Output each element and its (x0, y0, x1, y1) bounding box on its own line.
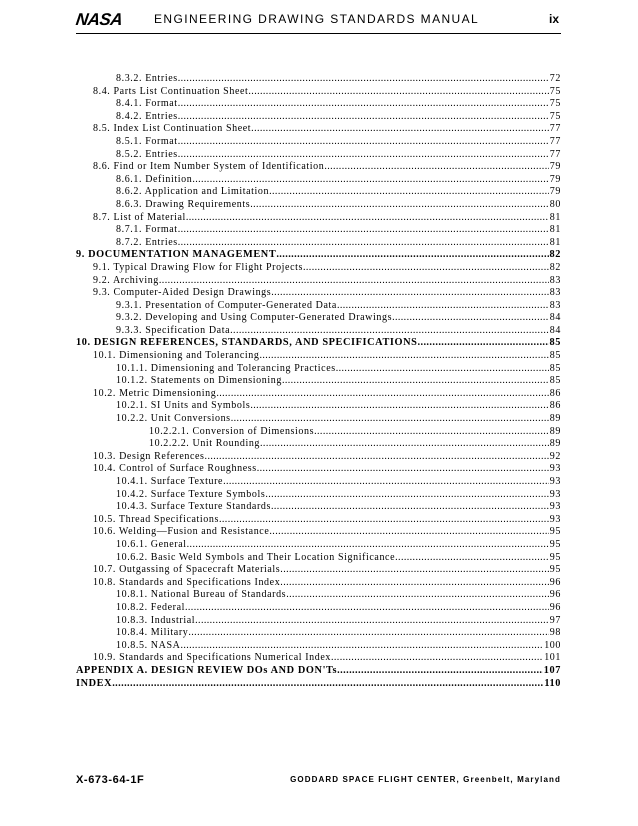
toc-entry-title: 9.2. Archiving (93, 274, 159, 286)
toc-entry-title: 10.4.3. Surface Texture Standards (116, 501, 271, 513)
toc-leader-dots (195, 615, 549, 626)
page-number: ix (548, 12, 559, 26)
toc-entry[interactable] (76, 186, 561, 199)
toc-entry-title: 8.6.1. Definition (116, 173, 193, 185)
toc-entry-title: 8.5.2. Entries (116, 148, 178, 160)
toc-entry[interactable] (76, 363, 561, 376)
toc-entry-title: 10.1.1. Dimensioning and Tolerancing Practices (116, 362, 336, 374)
toc-leader-dots (336, 363, 549, 374)
toc-leader-dots (186, 212, 549, 223)
page-footer (76, 774, 561, 790)
toc-entry-title: 8.5.1. Format (116, 135, 178, 147)
toc-leader-dots (187, 539, 549, 550)
toc-entry-title: 10.8.3. Industrial (116, 614, 196, 626)
toc-entry-title: 10.8.2. Federal (116, 601, 185, 613)
toc-entry-title: 8.5. Index List Continuation Sheet (93, 123, 252, 135)
toc-entry-page: 81 (549, 211, 561, 223)
toc-entry-page: 82 (549, 261, 561, 273)
toc-entry-page: 93 (549, 463, 561, 475)
toc-leader-dots (159, 275, 549, 286)
toc-entry-page: 89 (549, 413, 561, 425)
toc-entry[interactable] (76, 552, 561, 565)
toc-entry-title: 10. DESIGN REFERENCES, STANDARDS, AND SPECIFICATIONS (76, 337, 418, 349)
toc-entry-title: 10.1.2. Statements on Dimensioning (116, 375, 282, 387)
toc-leader-dots (178, 98, 549, 109)
toc-entry[interactable] (76, 287, 561, 300)
toc-leader-dots (418, 337, 549, 348)
toc-entry-page: 81 (549, 224, 561, 236)
toc-entry-title: 9.1. Typical Drawing Flow for Flight Projects (93, 261, 303, 273)
toc-entry[interactable] (76, 237, 561, 250)
toc-entry-title: 8.4.2. Entries (116, 110, 178, 122)
toc-leader-dots (269, 526, 548, 537)
toc-entry-page: 96 (549, 576, 561, 588)
toc-entry[interactable] (76, 249, 561, 262)
toc-leader-dots (282, 375, 549, 386)
toc-entry-page: 75 (549, 98, 561, 110)
toc-entry-page: 75 (549, 85, 561, 97)
toc-leader-dots (178, 136, 549, 147)
toc-leader-dots (257, 463, 549, 474)
toc-entry-page: 92 (549, 450, 561, 462)
toc-entry[interactable] (76, 577, 561, 590)
toc-entry-title: INDEX (76, 677, 113, 689)
toc-entry-page: 85 (549, 337, 561, 349)
toc-entry-title: 10.5. Thread Specifications (93, 513, 219, 525)
toc-entry-title: 8.4.1. Format (116, 98, 178, 110)
toc-entry-title: 9.3.1. Presentation of Computer-Generated Data (116, 299, 337, 311)
toc-entry-title: 9. DOCUMENTATION MANAGEMENT (76, 249, 277, 261)
toc-entry[interactable] (76, 627, 561, 640)
toc-entry-page: 98 (549, 627, 561, 639)
toc-entry[interactable] (76, 665, 561, 678)
toc-leader-dots (271, 287, 549, 298)
toc-entry[interactable] (76, 413, 561, 426)
toc-leader-dots (269, 186, 549, 197)
toc-entry-page: 85 (549, 375, 561, 387)
toc-leader-dots (231, 413, 549, 424)
toc-leader-dots (230, 325, 549, 336)
toc-leader-dots (260, 438, 549, 449)
toc-entry[interactable] (76, 640, 561, 653)
toc-leader-dots (324, 161, 548, 172)
toc-entry[interactable] (76, 602, 561, 615)
toc-leader-dots (185, 602, 549, 613)
toc-entry[interactable] (76, 73, 561, 86)
toc-entry-page: 100 (544, 639, 561, 651)
toc-leader-dots (271, 501, 549, 512)
toc-entry-title: 10.2.2.2. Unit Rounding (149, 438, 261, 450)
toc-leader-dots (331, 652, 543, 663)
toc-entry-title: 10.2. Metric Dimensioning (93, 387, 217, 399)
toc-entry[interactable] (76, 400, 561, 413)
table-of-contents (76, 73, 561, 690)
toc-entry-title: 10.2.2. Unit Conversions (116, 413, 231, 425)
toc-entry[interactable] (76, 161, 561, 174)
toc-entry[interactable] (76, 375, 561, 388)
toc-entry-title: 9.3.3. Specification Data (116, 324, 231, 336)
toc-entry-title: 10.8. Standards and Specifications Index (93, 576, 281, 588)
toc-entry[interactable] (76, 539, 561, 552)
toc-entry[interactable] (76, 123, 561, 136)
toc-leader-dots (205, 451, 549, 462)
toc-entry[interactable] (76, 426, 561, 439)
toc-entry-page: 77 (549, 123, 561, 135)
page-header (76, 10, 561, 32)
manual-title: ENGINEERING DRAWING STANDARDS MANUAL (154, 12, 480, 26)
toc-leader-dots (216, 388, 548, 399)
toc-entry[interactable] (76, 526, 561, 539)
toc-entry-page: 96 (549, 589, 561, 601)
toc-entry-page: 101 (544, 652, 561, 664)
toc-leader-dots (223, 476, 549, 487)
toc-entry[interactable] (76, 174, 561, 187)
toc-entry-page: 96 (549, 601, 561, 613)
toc-entry[interactable] (76, 564, 561, 577)
toc-leader-dots (219, 514, 549, 525)
toc-entry-page: 84 (549, 324, 561, 336)
toc-entry-title: 8.6.3. Drawing Requirements (116, 198, 251, 210)
organization-name: GODDARD SPACE FLIGHT CENTER, Greenbelt, Maryland (290, 775, 561, 784)
toc-entry[interactable] (76, 98, 561, 111)
toc-entry-title: 10.3. Design References (93, 450, 205, 462)
toc-entry-page: 75 (549, 110, 561, 122)
toc-entry-page: 95 (549, 538, 561, 550)
toc-entry-page: 93 (549, 501, 561, 513)
toc-entry[interactable] (76, 438, 561, 451)
toc-entry-title: 8.3.2. Entries (116, 73, 178, 84)
toc-entry-page: 83 (549, 287, 561, 299)
toc-entry[interactable] (76, 300, 561, 313)
toc-entry-title: 10.8.5. NASA (116, 639, 181, 651)
toc-entry[interactable] (76, 514, 561, 527)
header-rule (76, 33, 561, 34)
toc-entry-page: 85 (549, 350, 561, 362)
toc-entry[interactable] (76, 678, 561, 691)
toc-leader-dots (178, 224, 549, 235)
toc-leader-dots (259, 350, 548, 361)
toc-entry-page: 79 (549, 186, 561, 198)
toc-leader-dots (276, 249, 548, 260)
toc-entry-title: APPENDIX A. DESIGN REVIEW DOs AND DON'Ts (76, 664, 338, 676)
toc-leader-dots (280, 564, 549, 575)
toc-entry-page: 77 (549, 135, 561, 147)
toc-leader-dots (265, 489, 548, 500)
toc-entry-title: 10.4.2. Surface Texture Symbols (116, 488, 266, 500)
toc-entry-title: 10.9. Standards and Specifications Numerical Index (93, 652, 331, 664)
toc-entry[interactable] (76, 388, 561, 401)
toc-entry-page: 85 (549, 362, 561, 374)
toc-entry-title: 8.7. List of Material (93, 211, 186, 223)
nasa-logo-text: NASA (74, 10, 124, 29)
toc-entry-title: 10.2.1. SI Units and Symbols (116, 400, 251, 412)
toc-entry-title: 10.8.4. Military (116, 627, 189, 639)
toc-entry-title: 10.6.2. Basic Weld Symbols and Their Location Significance (116, 551, 396, 563)
toc-entry-title: 8.7.1. Format (116, 224, 178, 236)
toc-entry[interactable] (76, 589, 561, 602)
toc-entry[interactable] (76, 149, 561, 162)
toc-entry-title: 8.6.2. Application and Limitation (116, 186, 270, 198)
toc-entry-page: 95 (549, 526, 561, 538)
nasa-logo (76, 10, 122, 30)
toc-entry[interactable] (76, 224, 561, 237)
toc-entry-page: 86 (549, 400, 561, 412)
toc-entry-page: 86 (549, 387, 561, 399)
toc-entry-page: 77 (549, 148, 561, 160)
toc-leader-dots (280, 577, 549, 588)
toc-entry-page: 89 (549, 425, 561, 437)
toc-entry-page: 83 (549, 274, 561, 286)
toc-leader-dots (192, 174, 548, 185)
toc-entry-title: 10.1. Dimensioning and Tolerancing (93, 350, 260, 362)
toc-entry[interactable] (76, 325, 561, 338)
toc-entry[interactable] (76, 476, 561, 489)
toc-entry-title: 9.3.2. Developing and Using Computer-Generated Drawings (116, 312, 393, 324)
toc-entry-page: 84 (549, 312, 561, 324)
toc-entry-page: 107 (543, 664, 561, 676)
toc-entry-title: 10.2.2.1. Conversion of Dimensions (149, 425, 315, 437)
toc-entry-page: 80 (549, 198, 561, 210)
toc-entry-page: 93 (549, 513, 561, 525)
toc-entry-page: 83 (549, 299, 561, 311)
toc-entry[interactable] (76, 199, 561, 212)
toc-leader-dots (180, 640, 543, 651)
toc-entry-title: 8.6. Find or Item Number System of Identification (93, 161, 325, 173)
toc-entry-page: 95 (549, 551, 561, 563)
toc-entry-page: 93 (549, 476, 561, 487)
toc-leader-dots (248, 86, 548, 97)
document-number: X-673-64-1F (76, 774, 145, 786)
toc-leader-dots (112, 678, 543, 689)
toc-leader-dots (392, 312, 549, 323)
toc-leader-dots (250, 199, 549, 210)
toc-entry[interactable] (76, 451, 561, 464)
toc-entry[interactable] (76, 275, 561, 288)
toc-entry-page: 81 (549, 236, 561, 248)
toc-entry-title: 10.4.1. Surface Texture (116, 476, 224, 487)
toc-entry-page: 110 (544, 677, 561, 689)
toc-leader-dots (178, 73, 549, 84)
toc-entry[interactable] (76, 111, 561, 124)
toc-leader-dots (251, 123, 549, 134)
toc-entry[interactable] (76, 652, 561, 665)
toc-leader-dots (250, 400, 548, 411)
toc-leader-dots (178, 149, 549, 160)
toc-entry-page: 97 (549, 614, 561, 626)
toc-leader-dots (188, 627, 548, 638)
toc-entry-page: 72 (549, 73, 561, 84)
toc-entry-page: 95 (549, 564, 561, 576)
toc-entry[interactable] (76, 212, 561, 225)
toc-entry-title: 10.8.1. National Bureau of Standards (116, 589, 287, 601)
toc-leader-dots (286, 589, 549, 600)
toc-entry-title: 9.3. Computer-Aided Design Drawings (93, 287, 272, 299)
toc-entry-page: 79 (549, 161, 561, 173)
toc-leader-dots (337, 665, 543, 676)
toc-leader-dots (178, 111, 549, 122)
toc-leader-dots (303, 262, 549, 273)
toc-entry[interactable] (76, 262, 561, 275)
toc-leader-dots (337, 300, 549, 311)
toc-entry[interactable] (76, 501, 561, 514)
toc-entry[interactable] (76, 615, 561, 628)
toc-entry-page: 89 (549, 438, 561, 450)
toc-entry-title: 10.7. Outgassing of Spacecraft Materials (93, 564, 281, 576)
toc-entry[interactable] (76, 86, 561, 99)
toc-entry-page: 82 (549, 249, 561, 261)
toc-entry-title: 8.4. Parts List Continuation Sheet (93, 85, 249, 97)
toc-entry[interactable] (76, 350, 561, 363)
toc-entry[interactable] (76, 136, 561, 149)
toc-leader-dots (314, 426, 549, 437)
toc-leader-dots (178, 237, 549, 248)
toc-entry-title: 10.4. Control of Surface Roughness (93, 463, 257, 475)
toc-entry[interactable] (76, 312, 561, 325)
toc-entry[interactable] (76, 489, 561, 502)
toc-leader-dots (395, 552, 549, 563)
toc-entry-page: 79 (549, 173, 561, 185)
toc-entry-page: 93 (549, 488, 561, 500)
toc-entry-title: 10.6. Welding—Fusion and Resistance (93, 526, 270, 538)
toc-entry[interactable] (76, 337, 561, 350)
toc-entry-title: 10.6.1. General (116, 538, 187, 550)
toc-entry[interactable] (76, 463, 561, 476)
toc-entry-title: 8.7.2. Entries (116, 236, 178, 248)
